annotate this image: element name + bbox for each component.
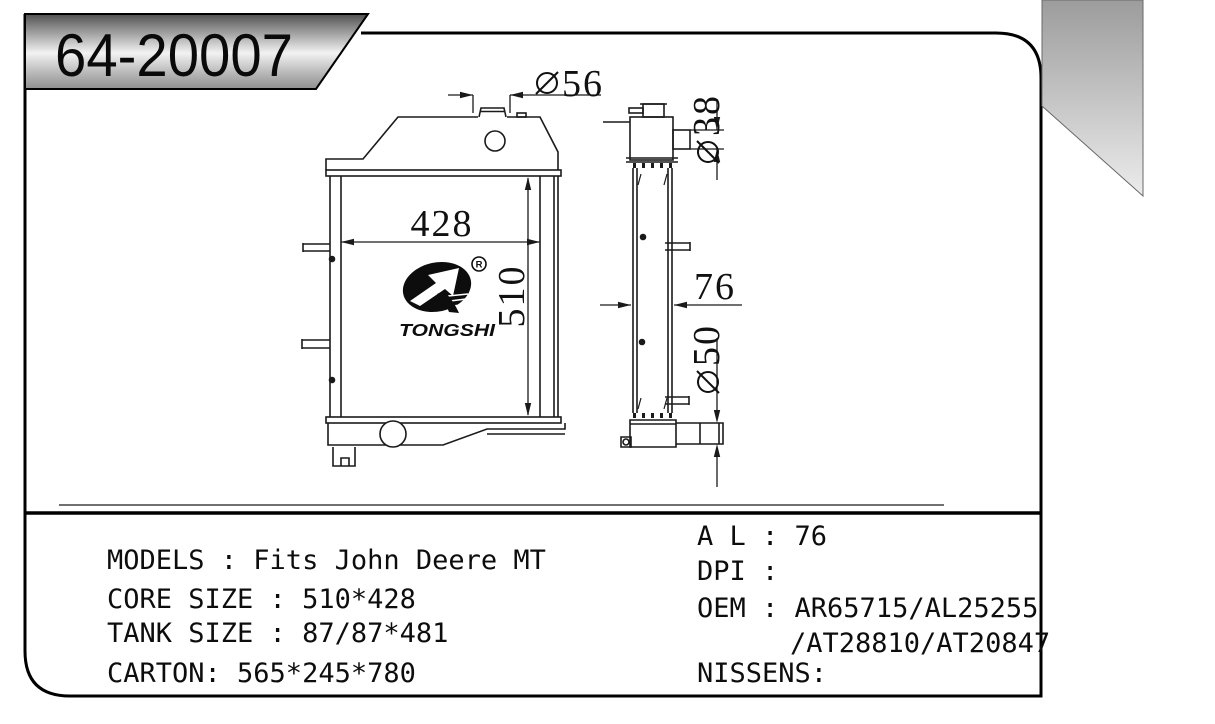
front-bottom-flange <box>326 417 561 423</box>
diameter-symbol <box>536 72 558 94</box>
diameter-symbol <box>697 371 719 393</box>
front-view-dimensions <box>341 92 601 416</box>
spec-line-models: MODELS : Fits John Deere MT <box>107 545 546 576</box>
side-cap <box>643 104 664 117</box>
front-foot-bracket <box>333 447 355 466</box>
spec-line-carton: CARTON: 565*245*780 <box>107 658 416 689</box>
front-overflow-nub <box>517 113 526 117</box>
front-outlet-circle <box>380 421 406 447</box>
dim-arrows-dia56 <box>460 92 523 98</box>
brand-name: TONGSHI <box>399 320 497 340</box>
dim-label-50: 50 <box>686 324 728 366</box>
spec-line-tank-size: TANK SIZE : 87/87*481 <box>107 618 449 649</box>
diameter-symbol <box>697 141 719 163</box>
side-hatch-ticks <box>638 174 667 409</box>
dim-label-dia50 <box>686 324 728 393</box>
front-top-flange <box>326 170 561 176</box>
front-left-pin-upper <box>303 243 330 252</box>
corner-flag <box>1042 0 1143 196</box>
spec-line-oem-cont: /AT28810/AT20847 <box>790 628 1051 659</box>
side-bottom-tank <box>630 420 676 447</box>
part-number-badge <box>25 14 368 89</box>
dim-arrows-76 <box>618 302 687 308</box>
front-bolt-upper <box>330 257 335 262</box>
tongshi-logo <box>398 256 496 340</box>
side-outlet-pipe <box>676 423 723 444</box>
part-number: 64-20007 <box>55 22 293 89</box>
spec-line-core-size: CORE SIZE : 510*428 <box>107 584 416 615</box>
side-bolt-upper <box>641 235 646 240</box>
spec-line-oem: OEM : AR65715/AL25255 <box>697 593 1039 624</box>
side-top-tank <box>630 117 673 160</box>
side-view-dimension-labels <box>686 94 736 393</box>
front-bottom-tank <box>328 423 565 445</box>
front-cap-circle <box>485 131 505 151</box>
side-core-columns <box>633 168 672 413</box>
spec-line-dpi: DPI : <box>697 556 779 587</box>
spec-line-nissens: NISSENS: <box>697 658 828 689</box>
front-bolt-lower <box>330 378 335 383</box>
side-cap-handle <box>629 108 643 113</box>
side-bolt-lower <box>640 340 645 345</box>
front-top-tank <box>326 117 558 170</box>
dim-label-56: 56 <box>562 63 604 105</box>
registered-mark: R <box>475 259 483 271</box>
front-left-pin-lower <box>302 339 330 349</box>
side-bottom-bolt-circle <box>623 439 629 445</box>
dim-label-38: 38 <box>686 94 728 136</box>
dim-label-dia38 <box>686 94 728 163</box>
dim-label-510: 510 <box>491 264 533 328</box>
front-filler-cap <box>479 108 506 117</box>
dim-label-428: 428 <box>410 203 474 245</box>
spec-line-al: A L : 76 <box>697 521 828 552</box>
dim-label-76: 76 <box>694 266 736 308</box>
